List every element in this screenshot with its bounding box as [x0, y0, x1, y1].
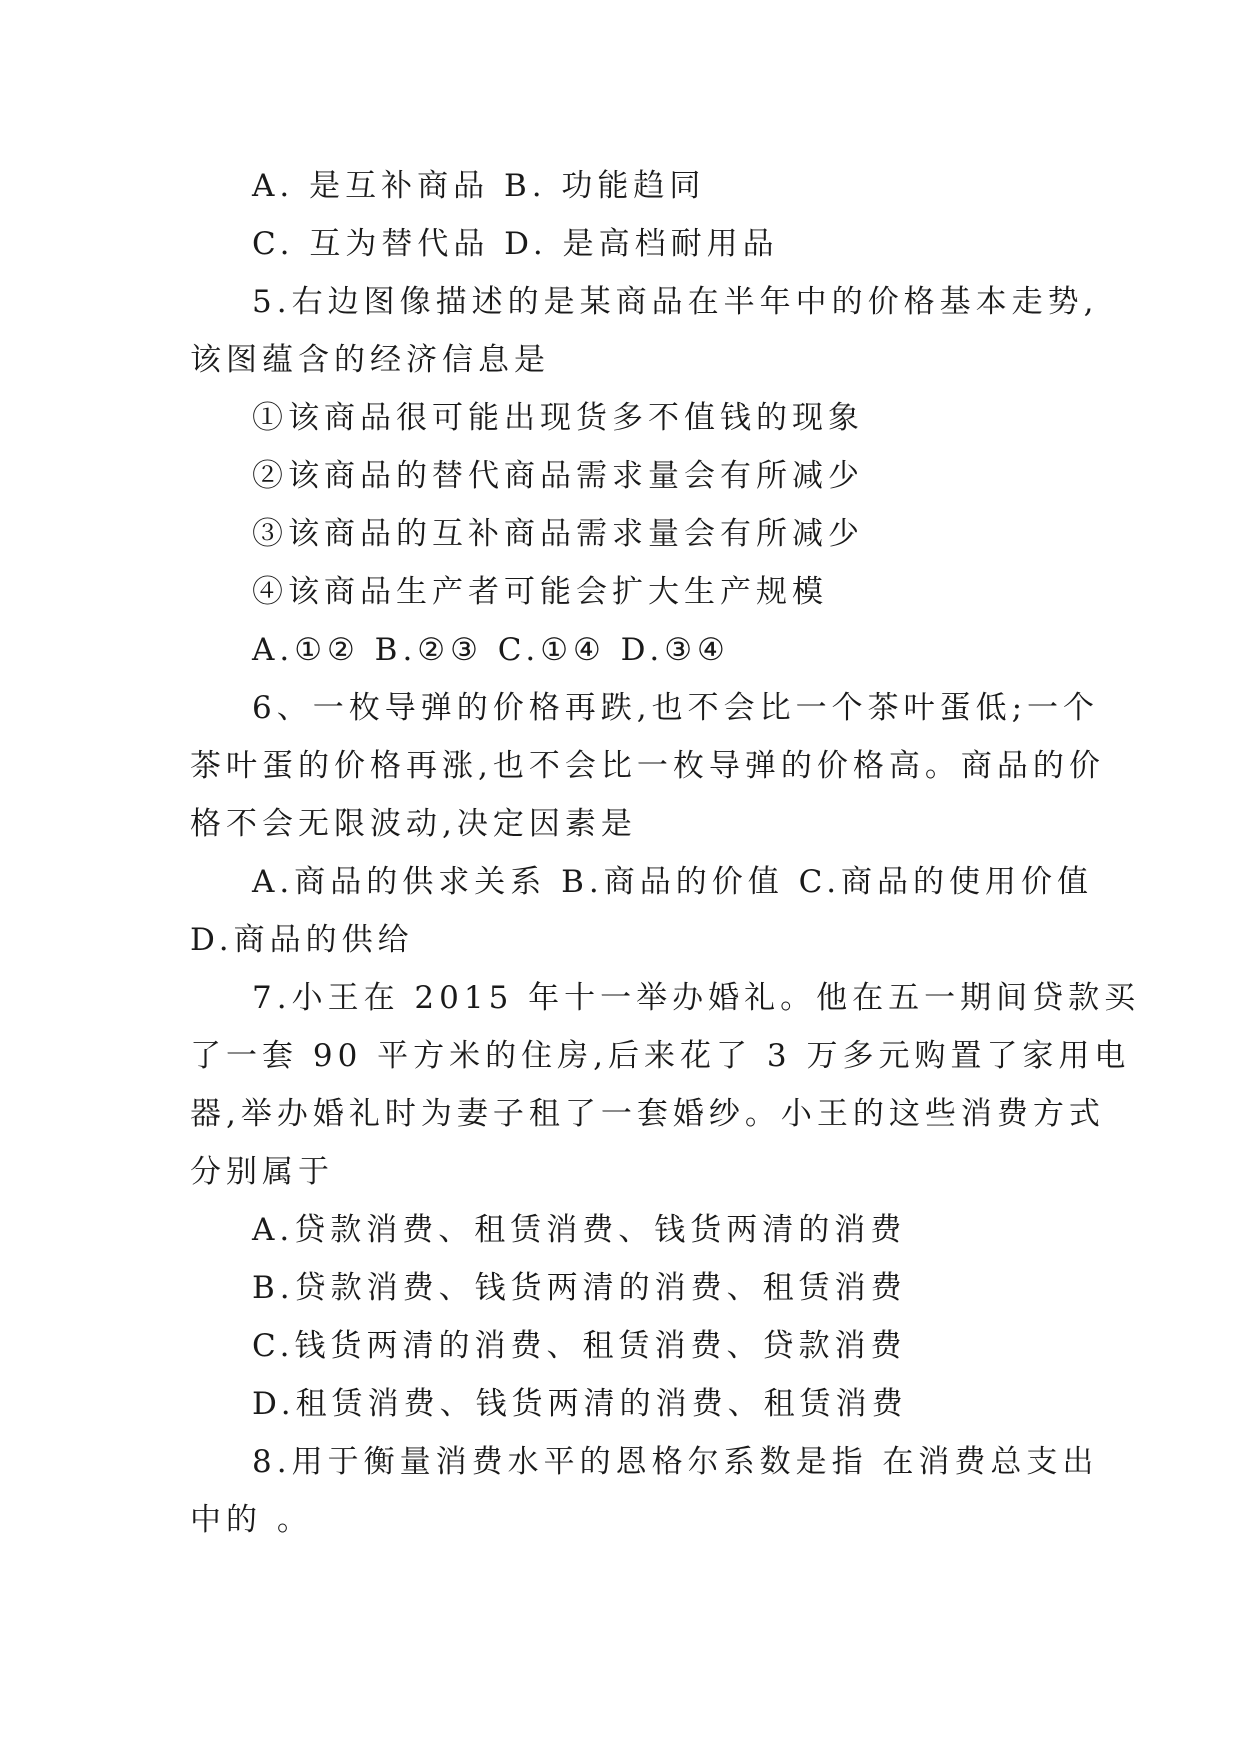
- question-7-text-cont-2: 器,举办婚礼时为妻子租了一套婚纱。小王的这些消费方式: [190, 1096, 1105, 1132]
- question-5-text: 5.右边图像描述的是某商品在半年中的价格基本走势,: [252, 284, 1099, 320]
- question-5-options: A.①② B.②③ C.①④ D.③④: [252, 632, 730, 668]
- statement-3: ③该商品的互补商品需求量会有所减少: [252, 516, 864, 552]
- question-8-text: 8.用于衡量消费水平的恩格尔系数是指 在消费总支出: [252, 1444, 1099, 1480]
- statement-4: ④该商品生产者可能会扩大生产规模: [252, 574, 828, 610]
- option-line-4ab: A. 是互补商品 B. 功能趋同: [252, 168, 706, 204]
- question-6-text-cont-2: 格不会无限波动,决定因素是: [190, 806, 637, 842]
- question-5-text-cont: 该图蕴含的经济信息是: [190, 342, 550, 378]
- question-7-option-d: D.租赁消费、钱货两清的消费、租赁消费: [252, 1386, 908, 1422]
- option-line-4cd: C. 互为替代品 D. 是高档耐用品: [252, 226, 779, 262]
- question-7-text-cont-1: 了一套 90 平方米的住房,后来花了 3 万多元购置了家用电: [190, 1038, 1131, 1074]
- question-8-text-cont: 中的 。: [190, 1502, 313, 1538]
- question-7-option-b: B.贷款消费、钱货两清的消费、租赁消费: [252, 1270, 907, 1306]
- question-6-text-cont-1: 茶叶蛋的价格再涨,也不会比一枚导弹的价格高。商品的价: [190, 748, 1105, 784]
- question-7-text: 7.小王在 2015 年十一举办婚礼。他在五一期间贷款买: [252, 980, 1141, 1016]
- question-7-option-a: A.贷款消费、租赁消费、钱货两清的消费: [252, 1212, 907, 1248]
- question-6-options: A.商品的供求关系 B.商品的价值 C.商品的使用价值: [252, 864, 1094, 900]
- question-7-option-c: C.钱货两清的消费、租赁消费、贷款消费: [252, 1328, 907, 1364]
- question-7-text-cont-3: 分别属于: [190, 1154, 334, 1190]
- question-6-text: 6、一枚导弹的价格再跌,也不会比一个茶叶蛋低;一个: [252, 690, 1100, 726]
- question-6-options-cont: D.商品的供给: [190, 922, 414, 958]
- statement-1: ①该商品很可能出现货多不值钱的现象: [252, 400, 864, 436]
- statement-2: ②该商品的替代商品需求量会有所减少: [252, 458, 864, 494]
